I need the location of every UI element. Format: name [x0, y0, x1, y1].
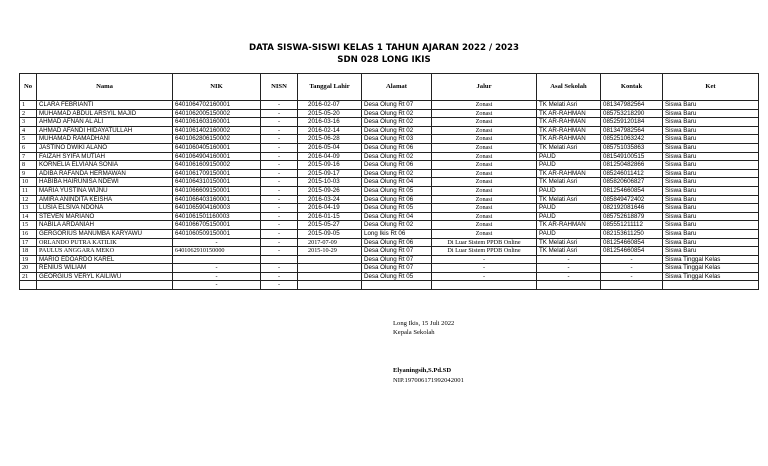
- cell-kontak: -: [601, 272, 663, 281]
- cell-nik: 6401061709150001: [173, 169, 261, 178]
- cell-nisn: -: [261, 143, 298, 152]
- cell-tanggal-lahir: [298, 281, 362, 290]
- signature-nip: NIP.197006171992042001: [393, 377, 464, 384]
- cell-nik: 6401064702160001: [173, 101, 261, 110]
- cell-ket: Siswa Baru: [663, 152, 759, 161]
- cell-ket: [663, 281, 759, 290]
- cell-asal-sekolah: TK AR-RAHMAN: [537, 135, 601, 144]
- cell-no: 15: [20, 221, 37, 230]
- cell-nama: KORNELIA ELVIANA SONIA: [37, 161, 173, 170]
- cell-kontak: 081254660854: [601, 238, 663, 247]
- table-row: [20, 118, 759, 127]
- cell-tanggal-lahir: 2016-02-07: [298, 101, 362, 110]
- cell-alamat: Desa Olung Rt 02: [362, 152, 432, 161]
- cell-nama: ADIBA RAFANDA HERMAWAN: [37, 169, 173, 178]
- cell-ket: Siswa Baru: [663, 221, 759, 230]
- table-row: [20, 212, 759, 221]
- cell-nama: PAULUS ANGGARA MEKO: [37, 247, 173, 256]
- cell-jalur: Zonasi: [432, 161, 537, 170]
- cell-nisn: -: [261, 178, 298, 187]
- table-row: [20, 195, 759, 204]
- cell-alamat: Desa Olung Rt 07: [362, 255, 432, 264]
- cell-nama: LUSIA ELSIVA NDONA: [37, 204, 173, 213]
- cell-no: 18: [20, 247, 37, 256]
- cell-no: 17: [20, 238, 37, 247]
- cell-alamat: Desa Olung Rt 02: [362, 126, 432, 135]
- cell-tanggal-lahir: [298, 272, 362, 281]
- cell-alamat: [362, 281, 432, 290]
- cell-tanggal-lahir: 2015-05-20: [298, 109, 362, 118]
- cell-asal-sekolah: PAUD: [537, 186, 601, 195]
- cell-asal-sekolah: TK AR-RAHMAN: [537, 126, 601, 135]
- cell-jalur: Zonasi: [432, 109, 537, 118]
- header-alamat: Alamat: [362, 74, 432, 101]
- cell-nisn: -: [261, 126, 298, 135]
- cell-jalur: Zonasi: [432, 169, 537, 178]
- cell-alamat: Desa Olung Rt 04: [362, 212, 432, 221]
- cell-ket: Siswa Baru: [663, 169, 759, 178]
- cell-nik: -: [173, 272, 261, 281]
- cell-jalur: Zonasi: [432, 221, 537, 230]
- cell-tanggal-lahir: 2016-02-14: [298, 126, 362, 135]
- cell-nama: JASTINO DWIKI ALANO: [37, 143, 173, 152]
- cell-kontak: 081250482866: [601, 161, 663, 170]
- header-asal-sekolah: Asal Sekolah: [537, 74, 601, 101]
- cell-alamat: Desa Olung Rt 02: [362, 118, 432, 127]
- cell-no: 9: [20, 169, 37, 178]
- cell-kontak: [601, 281, 663, 290]
- cell-no: 2: [20, 109, 37, 118]
- cell-alamat: Desa Olung Rt 07: [362, 101, 432, 110]
- cell-tanggal-lahir: 2016-01-15: [298, 212, 362, 221]
- cell-no: 8: [20, 161, 37, 170]
- cell-no: 7: [20, 152, 37, 161]
- header-no: No: [20, 74, 37, 101]
- header-kontak: Kontak: [601, 74, 663, 101]
- cell-nisn: -: [261, 118, 298, 127]
- cell-tanggal-lahir: 2016-03-24: [298, 195, 362, 204]
- table-row: [20, 186, 759, 195]
- student-table: [19, 73, 759, 290]
- cell-jalur: Zonasi: [432, 204, 537, 213]
- cell-tanggal-lahir: 2015-09-26: [298, 186, 362, 195]
- cell-jalur: -: [432, 272, 537, 281]
- cell-nik: 6401064904160001: [173, 152, 261, 161]
- cell-alamat: Desa Olung Rt 06: [362, 238, 432, 247]
- cell-kontak: 085551211112: [601, 221, 663, 230]
- table-row: [20, 143, 759, 152]
- cell-nik: 6401061603160001: [173, 118, 261, 127]
- cell-jalur: Zonasi: [432, 178, 537, 187]
- cell-jalur: Zonasi: [432, 186, 537, 195]
- cell-kontak: 085259120184: [601, 118, 663, 127]
- table-row: [20, 152, 759, 161]
- cell-nik: 6401062910150000: [173, 247, 261, 256]
- cell-nama: MARIO EDOARDO KAREL: [37, 255, 173, 264]
- cell-no: 13: [20, 204, 37, 213]
- cell-nik: 6401060405160001: [173, 143, 261, 152]
- cell-nama: MARIA YUSTINA WIJNU: [37, 186, 173, 195]
- cell-ket: Siswa Baru: [663, 118, 759, 127]
- cell-kontak: 081549100515: [601, 152, 663, 161]
- table-row: [20, 135, 759, 144]
- table-row: [20, 281, 759, 290]
- cell-alamat: Desa Olung Rt 05: [362, 204, 432, 213]
- signature-name: Elyaningsih,S.Pd.SD: [393, 367, 452, 374]
- cell-tanggal-lahir: 2015-10-03: [298, 178, 362, 187]
- cell-alamat: Desa Olung Rt 06: [362, 195, 432, 204]
- cell-nisn: -: [261, 169, 298, 178]
- cell-asal-sekolah: TK AR-RAHMAN: [537, 109, 601, 118]
- cell-asal-sekolah: TK Melati Asri: [537, 178, 601, 187]
- table-row: [20, 161, 759, 170]
- cell-alamat: Desa Olung Rt 02: [362, 109, 432, 118]
- cell-asal-sekolah: -: [537, 272, 601, 281]
- cell-asal-sekolah: TK AR-RAHMAN: [537, 118, 601, 127]
- cell-no: 1: [20, 101, 37, 110]
- cell-alamat: Desa Olung Rt 05: [362, 272, 432, 281]
- cell-jalur: Zonasi: [432, 126, 537, 135]
- cell-no: 4: [20, 126, 37, 135]
- cell-no: 11: [20, 186, 37, 195]
- cell-ket: Siswa Baru: [663, 161, 759, 170]
- header-nik: NIK: [173, 74, 261, 101]
- cell-alamat: Long Ikis Rt 06: [362, 229, 432, 238]
- cell-asal-sekolah: PAUD: [537, 152, 601, 161]
- cell-ket: Siswa Baru: [663, 178, 759, 187]
- cell-tanggal-lahir: 2016-03-16: [298, 118, 362, 127]
- cell-nama: [37, 281, 173, 290]
- cell-nisn: -: [261, 264, 298, 273]
- cell-tanggal-lahir: 2017-07-09: [298, 238, 362, 247]
- cell-alamat: Desa Olung Rt 02: [362, 221, 432, 230]
- cell-nisn: -: [261, 204, 298, 213]
- cell-no: [20, 281, 37, 290]
- document-title: DATA SISWA-SISWI KELAS 1 TAHUN AJARAN 2022 / 2023: [248, 43, 519, 53]
- cell-nik: [173, 255, 261, 264]
- cell-nisn: [261, 255, 298, 264]
- table-header: [20, 74, 759, 101]
- cell-no: 3: [20, 118, 37, 127]
- cell-nama: ORLANDO PUTRA KATILIK: [37, 238, 173, 247]
- cell-asal-sekolah: TK Melati Asri: [537, 195, 601, 204]
- cell-tanggal-lahir: 2015-09-16: [298, 161, 362, 170]
- cell-nisn: -: [261, 101, 298, 110]
- cell-alamat: Desa Olung Rt 04: [362, 178, 432, 187]
- cell-no: 12: [20, 195, 37, 204]
- cell-nisn: -: [261, 109, 298, 118]
- cell-ket: Siswa Baru: [663, 247, 759, 256]
- cell-asal-sekolah: TK AR-RAHMAN: [537, 169, 601, 178]
- cell-nisn: -: [261, 238, 298, 247]
- table-row: [20, 247, 759, 256]
- cell-alamat: Desa Olung Rt 06: [362, 143, 432, 152]
- signature-role: Kepala Sekolah: [393, 329, 435, 336]
- cell-kontak: 085251063242: [601, 135, 663, 144]
- cell-nisn: -: [261, 272, 298, 281]
- header-nama: Nama: [37, 74, 173, 101]
- cell-jalur: -: [432, 255, 537, 264]
- cell-nisn: -: [261, 161, 298, 170]
- cell-nama: FAIZAH SYIFA MUTIAH: [37, 152, 173, 161]
- table-row: [20, 238, 759, 247]
- cell-kontak: 081254660854: [601, 186, 663, 195]
- cell-kontak: 085753218290: [601, 109, 663, 118]
- cell-nama: MUHAMAD ABDUL ARSYIL MAJID: [37, 109, 173, 118]
- cell-nama: HABIBA HAIRUNISA NDEWI: [37, 178, 173, 187]
- cell-ket: Siswa Baru: [663, 212, 759, 221]
- cell-no: 21: [20, 272, 37, 281]
- table-row: [20, 169, 759, 178]
- cell-nama: GEORGIUS VERYL KAILIWU: [37, 272, 173, 281]
- cell-jalur: Zonasi: [432, 212, 537, 221]
- cell-ket: Siswa Tinggal Kelas: [663, 264, 759, 273]
- cell-kontak: 081254660854: [601, 247, 663, 256]
- cell-nik: 6401062005150002: [173, 109, 261, 118]
- cell-asal-sekolah: TK Melati Asri: [537, 143, 601, 152]
- cell-asal-sekolah: TK Melati Asri: [537, 101, 601, 110]
- cell-no: 10: [20, 178, 37, 187]
- cell-alamat: Desa Olung Rt 06: [362, 161, 432, 170]
- cell-kontak: 081347982564: [601, 101, 663, 110]
- cell-no: 20: [20, 264, 37, 273]
- cell-asal-sekolah: PAUD: [537, 161, 601, 170]
- cell-nisn: -: [261, 212, 298, 221]
- cell-asal-sekolah: TK AR-RAHMAN: [537, 221, 601, 230]
- cell-tanggal-lahir: 2016-04-09: [298, 152, 362, 161]
- cell-ket: Siswa Baru: [663, 238, 759, 247]
- cell-ket: Siswa Baru: [663, 109, 759, 118]
- cell-tanggal-lahir: 2015-10-29: [298, 247, 362, 256]
- cell-kontak: -: [601, 264, 663, 273]
- cell-nik: 6401065904160003: [173, 204, 261, 213]
- cell-alamat: Desa Olung Rt 05: [362, 186, 432, 195]
- cell-ket: Siswa Baru: [663, 126, 759, 135]
- cell-kontak: 081347982564: [601, 126, 663, 135]
- cell-alamat: Desa Olung Rt 03: [362, 135, 432, 144]
- cell-nisn: -: [261, 195, 298, 204]
- cell-nik: 6401066403160001: [173, 195, 261, 204]
- table-row: [20, 272, 759, 281]
- cell-jalur: Zonasi: [432, 118, 537, 127]
- cell-jalur: Zonasi: [432, 152, 537, 161]
- cell-nik: 6401066609150001: [173, 186, 261, 195]
- cell-asal-sekolah: [537, 281, 601, 290]
- cell-nama: NABILA ARDANIAH: [37, 221, 173, 230]
- cell-nisn: -: [261, 135, 298, 144]
- table-row: [20, 178, 759, 187]
- table-row: [20, 101, 759, 110]
- cell-nisn: -: [261, 221, 298, 230]
- cell-nama: AMIRA ANINDITA KEISHA: [37, 195, 173, 204]
- cell-nik: -: [173, 238, 261, 247]
- cell-tanggal-lahir: [298, 264, 362, 273]
- cell-nik: 6401062806150002: [173, 135, 261, 144]
- cell-asal-sekolah: PAUD: [537, 212, 601, 221]
- cell-nisn: -: [261, 229, 298, 238]
- header-nisn: NISN: [261, 74, 298, 101]
- cell-tanggal-lahir: 2016-05-04: [298, 143, 362, 152]
- cell-jalur: Zonasi: [432, 135, 537, 144]
- cell-ket: Siswa Baru: [663, 229, 759, 238]
- cell-jalur: Di Luar Sistem PPDB Online: [432, 247, 537, 256]
- table-row: [20, 204, 759, 213]
- cell-ket: Siswa Baru: [663, 135, 759, 144]
- cell-nama: CLARA FEBRIANTI: [37, 101, 173, 110]
- cell-asal-sekolah: TK Melati Asri: [537, 238, 601, 247]
- cell-alamat: Desa Olung Rt 02: [362, 169, 432, 178]
- cell-kontak: 085849472402: [601, 195, 663, 204]
- cell-tanggal-lahir: 2015-09-05: [298, 229, 362, 238]
- cell-nisn: -: [261, 281, 298, 290]
- cell-alamat: Desa Olung Rt 07: [362, 247, 432, 256]
- cell-kontak: 085751035863: [601, 143, 663, 152]
- cell-jalur: Zonasi: [432, 101, 537, 110]
- school-name: SDN 028 LONG IKIS: [337, 55, 431, 65]
- header-ket: Ket: [663, 74, 759, 101]
- cell-nik: -: [173, 264, 261, 273]
- cell-jalur: Zonasi: [432, 143, 537, 152]
- cell-no: 6: [20, 143, 37, 152]
- cell-jalur: Zonasi: [432, 195, 537, 204]
- cell-jalur: Zonasi: [432, 229, 537, 238]
- cell-asal-sekolah: TK Melati Asri: [537, 247, 601, 256]
- header-jalur: Jalur: [432, 74, 537, 101]
- table-row: [20, 229, 759, 238]
- cell-asal-sekolah: PAUD: [537, 229, 601, 238]
- cell-tanggal-lahir: 2015-09-17: [298, 169, 362, 178]
- cell-jalur: [432, 281, 537, 290]
- cell-tanggal-lahir: 2015-05-27: [298, 221, 362, 230]
- cell-ket: Siswa Tinggal Kelas: [663, 255, 759, 264]
- cell-ket: Siswa Baru: [663, 195, 759, 204]
- cell-no: 16: [20, 229, 37, 238]
- cell-tanggal-lahir: 2015-06-28: [298, 135, 362, 144]
- cell-jalur: -: [432, 264, 537, 273]
- cell-nik: 6401061402160002: [173, 126, 261, 135]
- table-row: [20, 255, 759, 264]
- cell-ket: Siswa Baru: [663, 101, 759, 110]
- cell-nik: 6401061501160003: [173, 212, 261, 221]
- table-row: [20, 221, 759, 230]
- cell-kontak: 085820606827: [601, 178, 663, 187]
- cell-ket: Siswa Baru: [663, 204, 759, 213]
- cell-nama: MUHAMAD RAMADHANI: [37, 135, 173, 144]
- cell-kontak: 082153611250: [601, 229, 663, 238]
- cell-kontak: 085752618879: [601, 212, 663, 221]
- header-tanggal-lahir: Tanggal Lahir: [298, 74, 362, 101]
- cell-kontak: 085246011412: [601, 169, 663, 178]
- cell-nisn: -: [261, 247, 298, 256]
- cell-no: 5: [20, 135, 37, 144]
- cell-nama: AHMAD AFANDI HIDAYATULLAH: [37, 126, 173, 135]
- cell-ket: Siswa Tinggal Kelas: [663, 272, 759, 281]
- cell-nik: 6401066705150001: [173, 221, 261, 230]
- cell-kontak: -: [601, 255, 663, 264]
- cell-asal-sekolah: -: [537, 255, 601, 264]
- cell-nama: GERGORIUS MANUMBA KARYAWU: [37, 229, 173, 238]
- cell-ket: Siswa Baru: [663, 186, 759, 195]
- cell-nama: RENIUS WILIAM: [37, 264, 173, 273]
- cell-nisn: -: [261, 152, 298, 161]
- table-row: [20, 264, 759, 273]
- table-row: [20, 109, 759, 118]
- cell-no: 14: [20, 212, 37, 221]
- table-row: [20, 126, 759, 135]
- cell-nik: 6401064310150001: [173, 178, 261, 187]
- cell-asal-sekolah: -: [537, 264, 601, 273]
- cell-asal-sekolah: PAUD: [537, 204, 601, 213]
- signature-place-date: Long Ikis, 15 Juli 2022: [393, 320, 455, 327]
- cell-nik: 6401061609150002: [173, 161, 261, 170]
- cell-jalur: Di Luar Sistem PPDB Online: [432, 238, 537, 247]
- cell-nama: AHMAD AFNAN AL ALI: [37, 118, 173, 127]
- cell-alamat: Desa Olung Rt 07: [362, 264, 432, 273]
- cell-no: 19: [20, 255, 37, 264]
- cell-nik: 6401060509150001: [173, 229, 261, 238]
- cell-tanggal-lahir: 2016-04-19: [298, 204, 362, 213]
- cell-kontak: 082192081646: [601, 204, 663, 213]
- cell-ket: Siswa Baru: [663, 143, 759, 152]
- cell-nik: -: [173, 281, 261, 290]
- cell-tanggal-lahir: [298, 255, 362, 264]
- cell-nisn: -: [261, 186, 298, 195]
- cell-nama: STEVEN MARIANO: [37, 212, 173, 221]
